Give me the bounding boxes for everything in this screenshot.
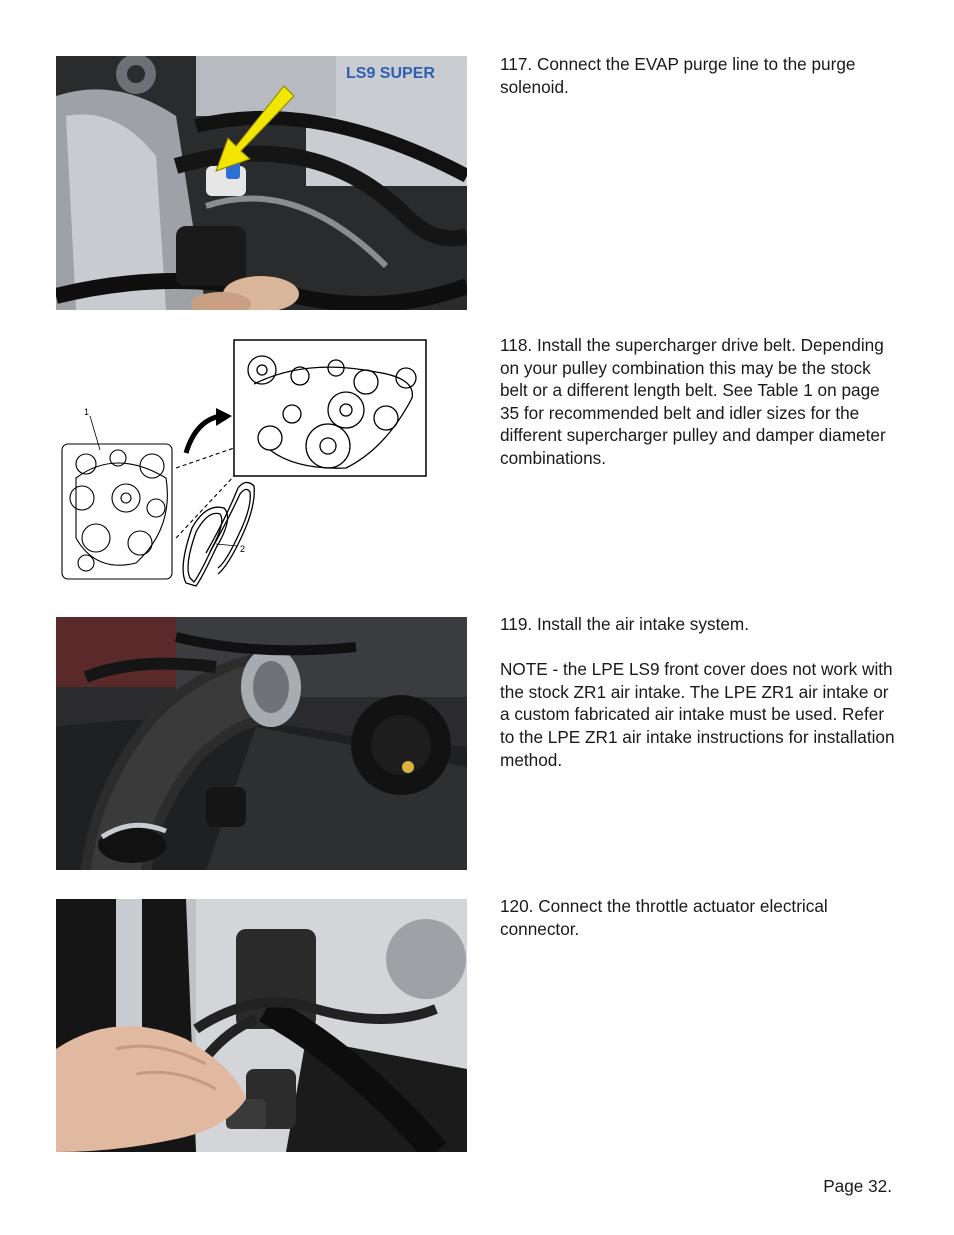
callout-2: 2 <box>240 544 246 554</box>
belt-diagram <box>56 338 467 593</box>
curved-arrow-icon <box>186 416 221 453</box>
step-118-text: 118. Install the supercharger drive belt. Depending on your pulley combination this may be the stock belt or a different length belt. See Table 1 on page 35 for recommended belt and idler sizes for the different supercharger pulley and damper diameter combinations. <box>500 335 886 468</box>
photo-evap-purge-line <box>56 56 467 310</box>
step-120-text: 120. Connect the throttle actuator electrical connector. <box>500 896 828 939</box>
step-119-note: NOTE - the LPE LS9 front cover does not work with the stock ZR1 air intake. The LPE ZR1 air intake or a custom fabricated air intake must be used. Refer to the LPE ZR1 air intake instructions for installation method. <box>500 659 895 770</box>
photo-throttle-connector <box>56 899 467 1152</box>
callout-1: 1 <box>84 407 90 417</box>
diagram-detail-box <box>234 340 426 476</box>
step-119 <box>500 613 900 771</box>
step-118 <box>500 334 900 470</box>
step-117-text: 117. Connect the EVAP purge line to the purge solenoid. <box>500 54 856 97</box>
engine-label-text: LS9 SUPER <box>346 65 435 82</box>
page-number: Page 32. <box>823 1176 892 1196</box>
step-120 <box>500 895 900 940</box>
drive-belt-shape <box>183 482 254 586</box>
photo-air-intake <box>56 617 467 870</box>
step-119-text: 119. Install the air intake system. <box>500 614 750 634</box>
step-117 <box>500 53 900 98</box>
